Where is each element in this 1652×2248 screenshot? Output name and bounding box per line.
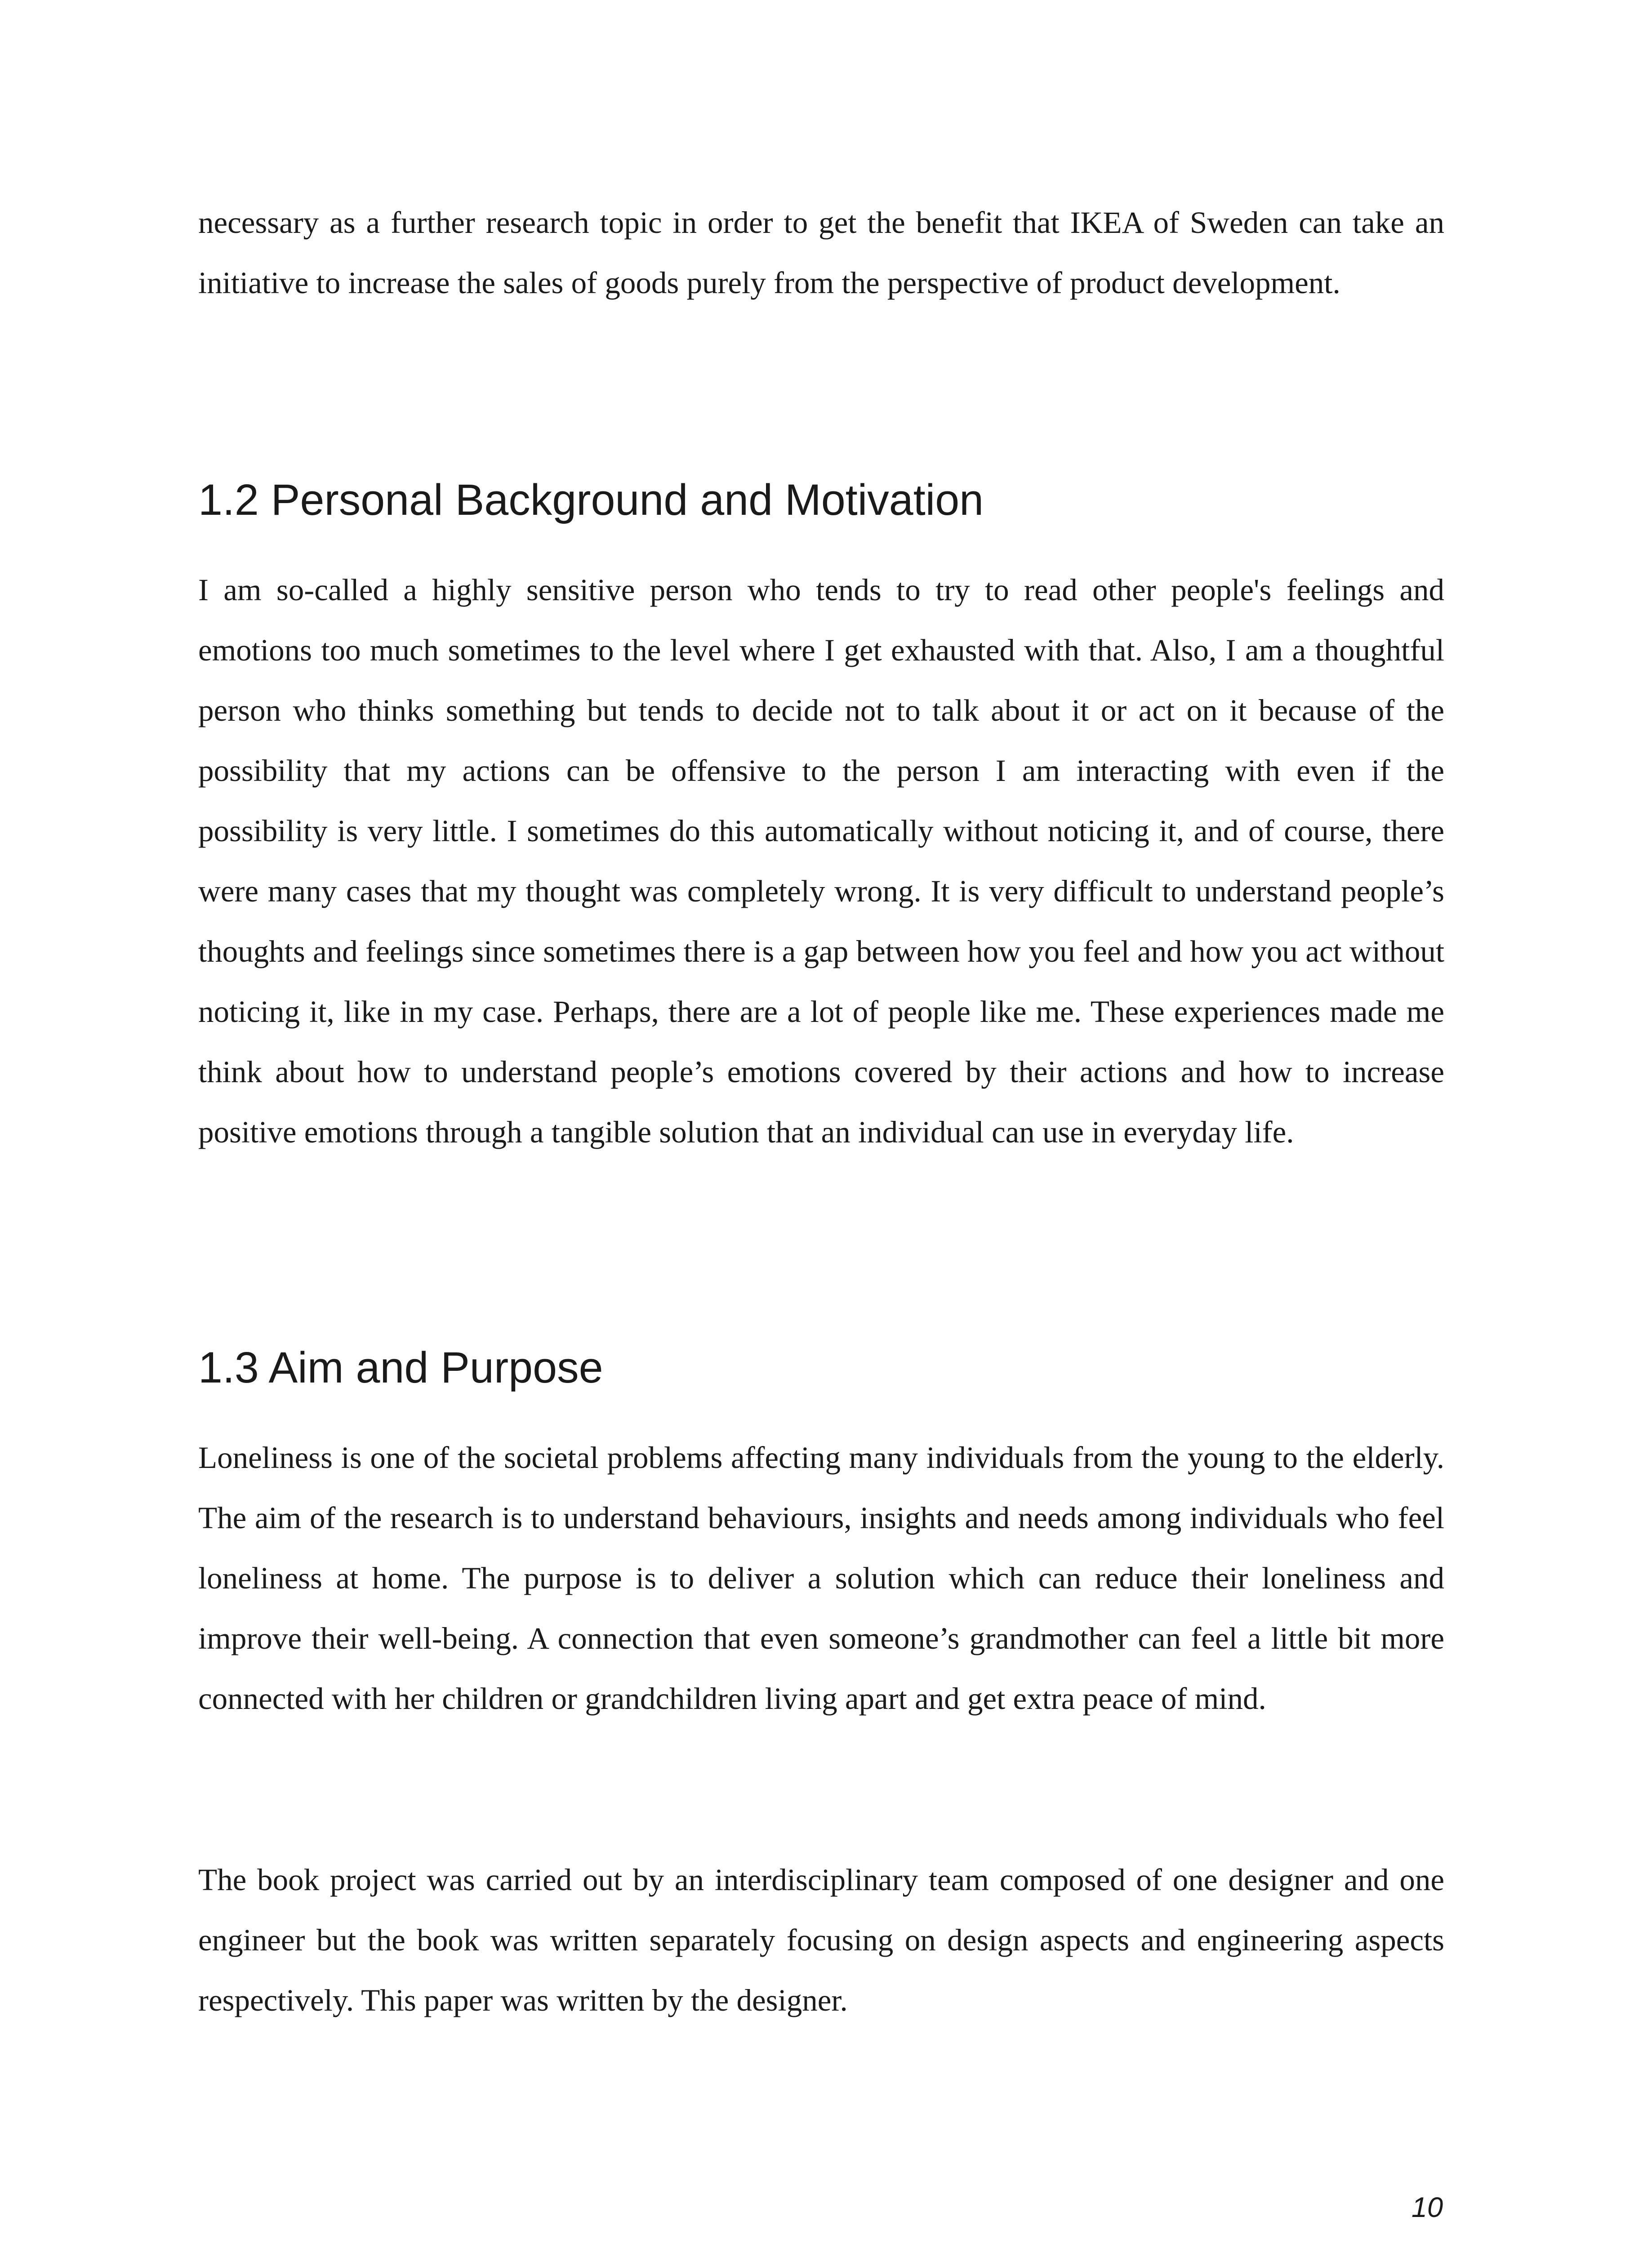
aim-purpose-paragraph-1: Loneliness is one of the societal problems affecting many individuals from the young to the elderly. The aim of the research is to understand behaviours, insights and needs among individuals who feel loneliness at home. The purpose is to deliver a solution which can reduce their loneliness and improve their well-being. A connection that even someone’s grandmother can feel a little bit more connected with her children or grandchildren living apart and get extra peace of mind. (198, 1441, 1444, 1716)
personal-background-paragraph: I am so-called a highly sensitive person who tends to try to read other people's feelings and emotions too much sometimes to the level where I get exhausted with that. Also, I am a thoughtful person who thinks something but tends to decide not to talk about it or act on it because of the possibility that my actions can be offensive to the person I am interacting with even if the possibility is very little. I sometimes do this automatically without noticing it, and of course, there were many cases that my thought was completely wrong. It is very difficult to understand people’s thoughts and feelings since sometimes there is a gap between how you feel and how you act without noticing it, like in my case. Perhaps, there are a lot of people like me. These experiences made me think about how to understand people’s emotions covered by their actions and how to increase positive emotions through a tangible solution that an individual can use in everyday life. (198, 573, 1444, 1149)
section-heading-personal-background: 1.2 Personal Background and Motivation (198, 475, 984, 524)
continuation-paragraph: necessary as a further research topic in order to get the benefit that IKEA of Sweden can take an initiative to increase the sales of goods purely from the perspective of product development. (198, 205, 1444, 300)
page-number: 10 (1411, 2192, 1443, 2223)
aim-purpose-paragraph-2: The book project was carried out by an interdisciplinary team composed of one designer and one engineer but the book was written separately focusing on design aspects and engineering aspects respectively. This paper was written by the designer. (198, 1863, 1444, 2017)
section-heading-aim-purpose: 1.3 Aim and Purpose (198, 1343, 603, 1392)
